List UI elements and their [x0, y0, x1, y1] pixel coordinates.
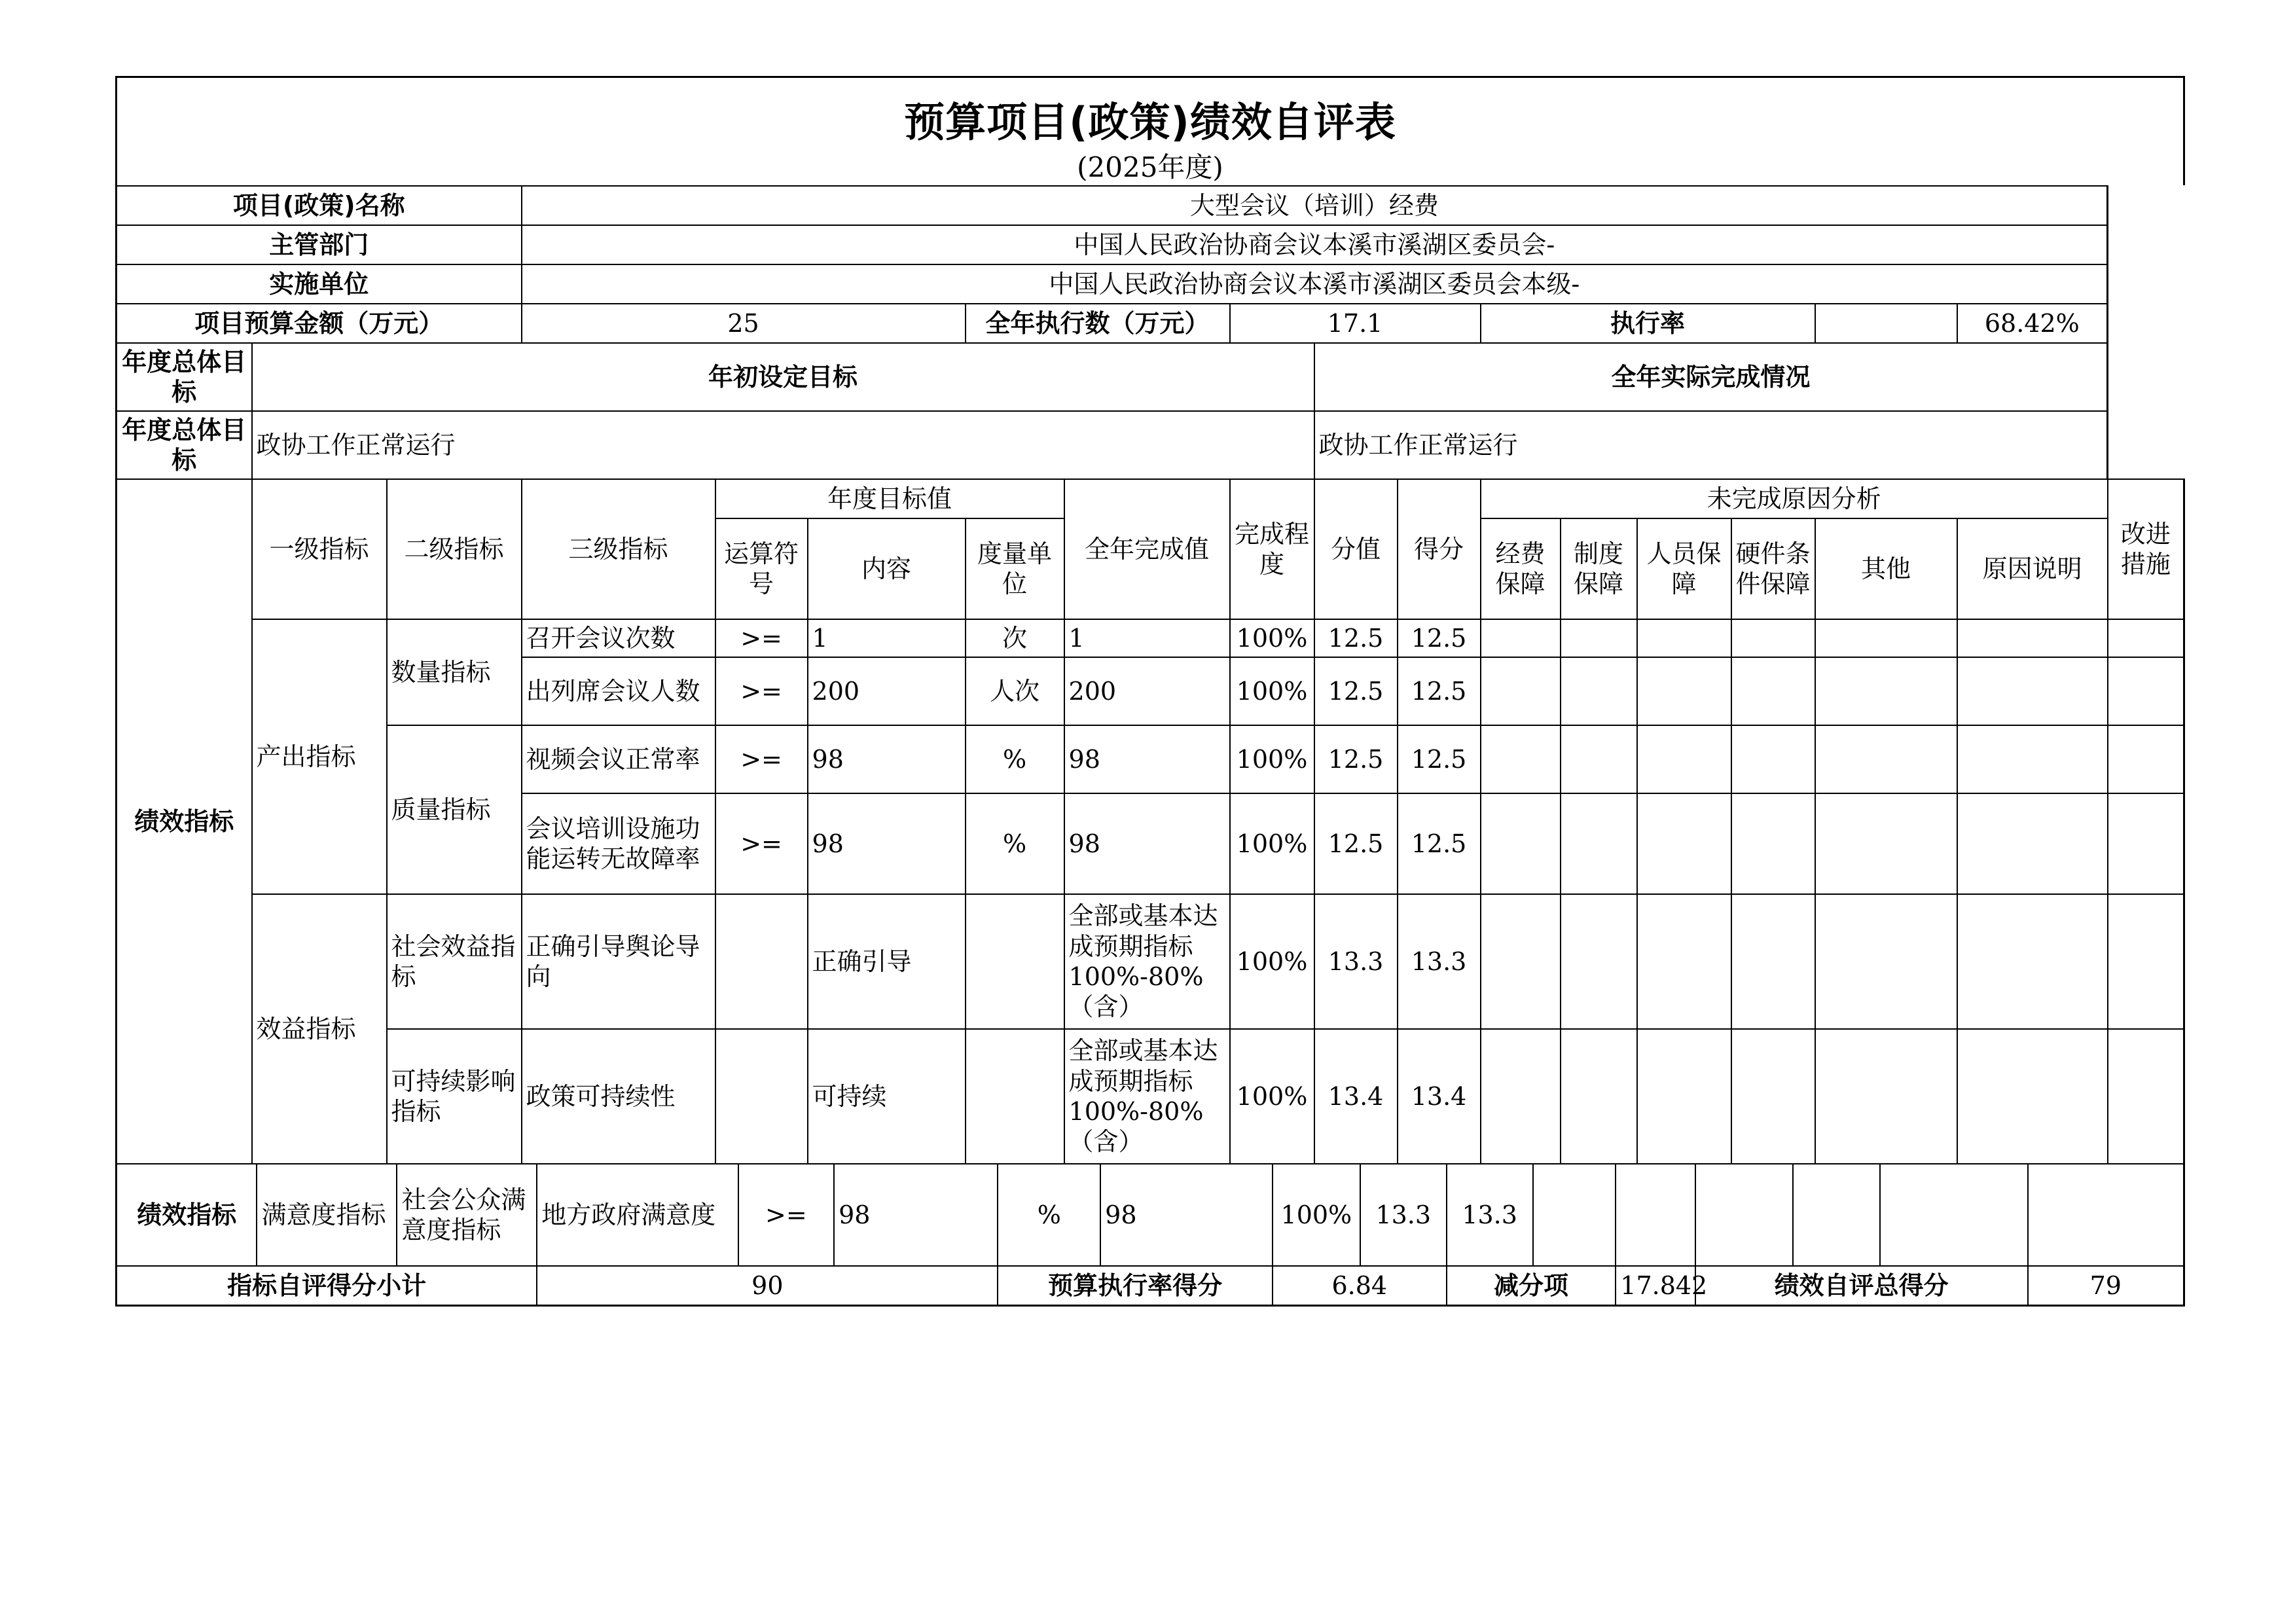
reason-cell: [1731, 793, 1815, 894]
project-name-value: 大型会议（培训）经费: [522, 186, 2108, 225]
reason-cell: [1561, 657, 1637, 725]
rate-value: 68.42%: [1957, 304, 2108, 343]
content-cell: 可持续: [808, 1029, 966, 1164]
budget-rate-score-label: 预算执行率得分: [998, 1266, 1273, 1305]
rate-spacer: [1815, 304, 1957, 343]
op-header: 运算符号: [715, 518, 808, 619]
reason-cell: [1481, 894, 1561, 1029]
project-name-label: 项目(政策)名称: [117, 186, 522, 225]
reason-system-header: 制度保障: [1561, 518, 1637, 619]
improve-cell: [2028, 1164, 2184, 1266]
completion-cell: 100%: [1230, 619, 1314, 657]
reason-cell: [1637, 1029, 1731, 1164]
budget-rate-score-value: 6.84: [1273, 1266, 1447, 1305]
op-cell: >=: [715, 619, 808, 657]
reason-cell: [1731, 657, 1815, 725]
evaluation-sheet: [115, 76, 2185, 1307]
reason-cell: [1637, 793, 1731, 894]
quantity-indicator-cell: 数量指标: [387, 619, 522, 725]
goal-actual-header: 全年实际完成情况: [1314, 343, 2108, 411]
executed-value: 17.1: [1230, 304, 1481, 343]
reason-cell: [1637, 657, 1731, 725]
reason-cell: [1561, 894, 1637, 1029]
reason-cell: [1695, 1164, 1794, 1266]
level3-cell: 地方政府满意度: [537, 1164, 738, 1266]
score-cell: 12.5: [1398, 725, 1481, 793]
value-cell: 12.5: [1314, 725, 1398, 793]
unit-cell: 次: [966, 619, 1064, 657]
improve-cell: [2108, 619, 2184, 657]
content-cell: 98: [808, 793, 966, 894]
completion-cell: 100%: [1230, 894, 1314, 1029]
department-value: 中国人民政治协商会议本溪市溪湖区委员会-: [522, 225, 2108, 264]
unit-header: 度量单位: [966, 518, 1064, 619]
level2-header: 二级指标: [387, 479, 522, 619]
reason-cell: [1731, 894, 1815, 1029]
title-block: [115, 76, 2185, 185]
score-cell: 12.5: [1398, 793, 1481, 894]
reason-cell: [1481, 619, 1561, 657]
improve-cell: [2108, 1029, 2184, 1164]
actual-cell: 200: [1064, 657, 1230, 725]
unit-cell: [966, 894, 1064, 1029]
budget-value: 25: [522, 304, 966, 343]
improve-cell: [2108, 657, 2184, 725]
unit-label: 实施单位: [117, 264, 522, 304]
reason-staff-header: 人员保障: [1637, 518, 1731, 619]
evaluation-table: [115, 185, 2185, 1164]
department-label: 主管部门: [117, 225, 522, 264]
content-cell: 98: [808, 725, 966, 793]
completion-cell: 100%: [1230, 793, 1314, 894]
content-cell: 98: [834, 1164, 998, 1266]
reason-hardware-header: 硬件条件保障: [1731, 518, 1815, 619]
score-cell: 12.5: [1398, 619, 1481, 657]
rate-label: 执行率: [1481, 304, 1815, 343]
perf-indicator-label: 绩效指标: [117, 479, 252, 1164]
score-cell: 12.5: [1398, 657, 1481, 725]
sustain-indicator-cell: 可持续影响指标: [387, 1029, 522, 1164]
reason-cell: [1731, 619, 1815, 657]
level3-cell: 视频会议正常率: [522, 725, 715, 793]
reason-cell: [1815, 793, 1957, 894]
score-cell: 13.3: [1447, 1164, 1533, 1266]
op-cell: >=: [715, 725, 808, 793]
reason-cell: [1880, 1164, 2027, 1266]
year-subtitle: (2025年度): [1077, 151, 1223, 183]
level3-cell: 正确引导舆论导向: [522, 894, 715, 1029]
actual-cell: 98: [1064, 725, 1230, 793]
satisfaction-table: [115, 1163, 2185, 1307]
value-cell: 12.5: [1314, 793, 1398, 894]
reason-cell: [1637, 725, 1731, 793]
improve-cell: [2108, 725, 2184, 793]
actual-header: 全年完成值: [1064, 479, 1230, 619]
reason-cell: [1533, 1164, 1616, 1266]
value-cell: 13.3: [1314, 894, 1398, 1029]
score-header: 得分: [1398, 479, 1481, 619]
subtotal-label: 指标自评得分小计: [117, 1266, 537, 1305]
score-value-header: 分值: [1314, 479, 1398, 619]
total-value: 79: [2028, 1266, 2184, 1305]
unit-cell: %: [966, 725, 1064, 793]
actual-cell: 98: [1100, 1164, 1273, 1266]
unit-value: 中国人民政治协商会议本溪市溪湖区委员会本级-: [522, 264, 2108, 304]
reason-cell: [1561, 1029, 1637, 1164]
social-indicator-cell: 社会效益指标: [387, 894, 522, 1029]
reason-cell: [1815, 657, 1957, 725]
reason-cell: [1815, 619, 1957, 657]
reason-cell: [1561, 793, 1637, 894]
goal-initial-header: 年初设定目标: [252, 343, 1314, 411]
actual-cell: 98: [1064, 793, 1230, 894]
unit-cell: 人次: [966, 657, 1064, 725]
reason-cell: [1957, 657, 2108, 725]
reason-cell: [1957, 894, 2108, 1029]
content-cell: 正确引导: [808, 894, 966, 1029]
level3-cell: 政策可持续性: [522, 1029, 715, 1164]
reason-cell: [1957, 1029, 2108, 1164]
reason-cell: [1815, 894, 1957, 1029]
goal-actual-text: 政协工作正常运行: [1314, 411, 2108, 479]
reason-cell: [1481, 793, 1561, 894]
reason-cell: [1637, 619, 1731, 657]
reason-cell: [1815, 1029, 1957, 1164]
unit-cell: %: [966, 793, 1064, 894]
content-header: 内容: [808, 518, 966, 619]
op-cell: >=: [715, 793, 808, 894]
reason-cell: [1481, 725, 1561, 793]
reason-group-header: 未完成原因分析: [1481, 479, 2108, 518]
reason-cell: [1793, 1164, 1880, 1266]
value-cell: 12.5: [1314, 619, 1398, 657]
level3-cell: 出列席会议人数: [522, 657, 715, 725]
reason-cell: [1481, 1029, 1561, 1164]
value-cell: 13.3: [1360, 1164, 1447, 1266]
completion-cell: 100%: [1273, 1164, 1360, 1266]
improve-cell: [2108, 894, 2184, 1029]
reason-cell: [1957, 793, 2108, 894]
unit-cell: [966, 1029, 1064, 1164]
actual-cell: 全部或基本达成预期指标100%-80%（含）: [1064, 894, 1230, 1029]
level1-header: 一级指标: [252, 479, 387, 619]
op-cell: >=: [715, 657, 808, 725]
improve-header: 改进措施: [2108, 479, 2184, 619]
unit-cell: %: [998, 1164, 1100, 1266]
op-cell: [715, 1029, 808, 1164]
op-cell: [715, 894, 808, 1029]
reason-explain-header: 原因说明: [1957, 518, 2108, 619]
executed-label: 全年执行数（万元）: [966, 304, 1230, 343]
quality-indicator-cell: 质量指标: [387, 725, 522, 894]
level3-header: 三级指标: [522, 479, 715, 619]
content-cell: 1: [808, 619, 966, 657]
reason-cell: [1481, 657, 1561, 725]
op-cell: >=: [738, 1164, 834, 1266]
goal-label-2: 年度总体目标: [117, 411, 252, 479]
reason-cell: [1561, 619, 1637, 657]
deduction-label: 减分项: [1447, 1266, 1616, 1305]
subtotal-value: 90: [537, 1266, 998, 1305]
total-label: 绩效自评总得分: [1695, 1266, 2028, 1305]
goal-label: 年度总体目标: [117, 343, 252, 411]
deduction-value: 17.842: [1616, 1266, 1695, 1305]
page-title: 预算项目(政策)绩效自评表: [904, 98, 1396, 146]
actual-cell: 1: [1064, 619, 1230, 657]
completion-cell: 100%: [1230, 657, 1314, 725]
improve-cell: [2108, 793, 2184, 894]
reason-cell: [1731, 725, 1815, 793]
budget-label: 项目预算金额（万元）: [117, 304, 522, 343]
satisfaction-indicator-cell: 满意度指标: [257, 1164, 397, 1266]
value-cell: 12.5: [1314, 657, 1398, 725]
score-cell: 13.3: [1398, 894, 1481, 1029]
level3-cell: 召开会议次数: [522, 619, 715, 657]
public-indicator-cell: 社会公众满意度指标: [397, 1164, 537, 1266]
reason-cell: [1637, 894, 1731, 1029]
reason-cell: [1616, 1164, 1695, 1266]
benefit-indicator-cell: 效益指标: [252, 894, 387, 1164]
value-cell: 13.4: [1314, 1029, 1398, 1164]
completion-cell: 100%: [1230, 725, 1314, 793]
completion-cell: 100%: [1230, 1029, 1314, 1164]
perf-indicator-label-2: 绩效指标: [117, 1164, 257, 1266]
target-group-header: 年度目标值: [715, 479, 1064, 518]
reason-funding-header: 经费保障: [1481, 518, 1561, 619]
actual-cell: 全部或基本达成预期指标100%-80%（含）: [1064, 1029, 1230, 1164]
reason-cell: [1957, 725, 2108, 793]
reason-cell: [1815, 725, 1957, 793]
output-indicator-cell: 产出指标: [252, 619, 387, 894]
reason-other-header: 其他: [1815, 518, 1957, 619]
level3-cell: 会议培训设施功能运转无故障率: [522, 793, 715, 894]
goal-initial-text: 政协工作正常运行: [252, 411, 1314, 479]
reason-cell: [1731, 1029, 1815, 1164]
reason-cell: [1561, 725, 1637, 793]
completion-header: 完成程度: [1230, 479, 1314, 619]
reason-cell: [1957, 619, 2108, 657]
content-cell: 200: [808, 657, 966, 725]
score-cell: 13.4: [1398, 1029, 1481, 1164]
